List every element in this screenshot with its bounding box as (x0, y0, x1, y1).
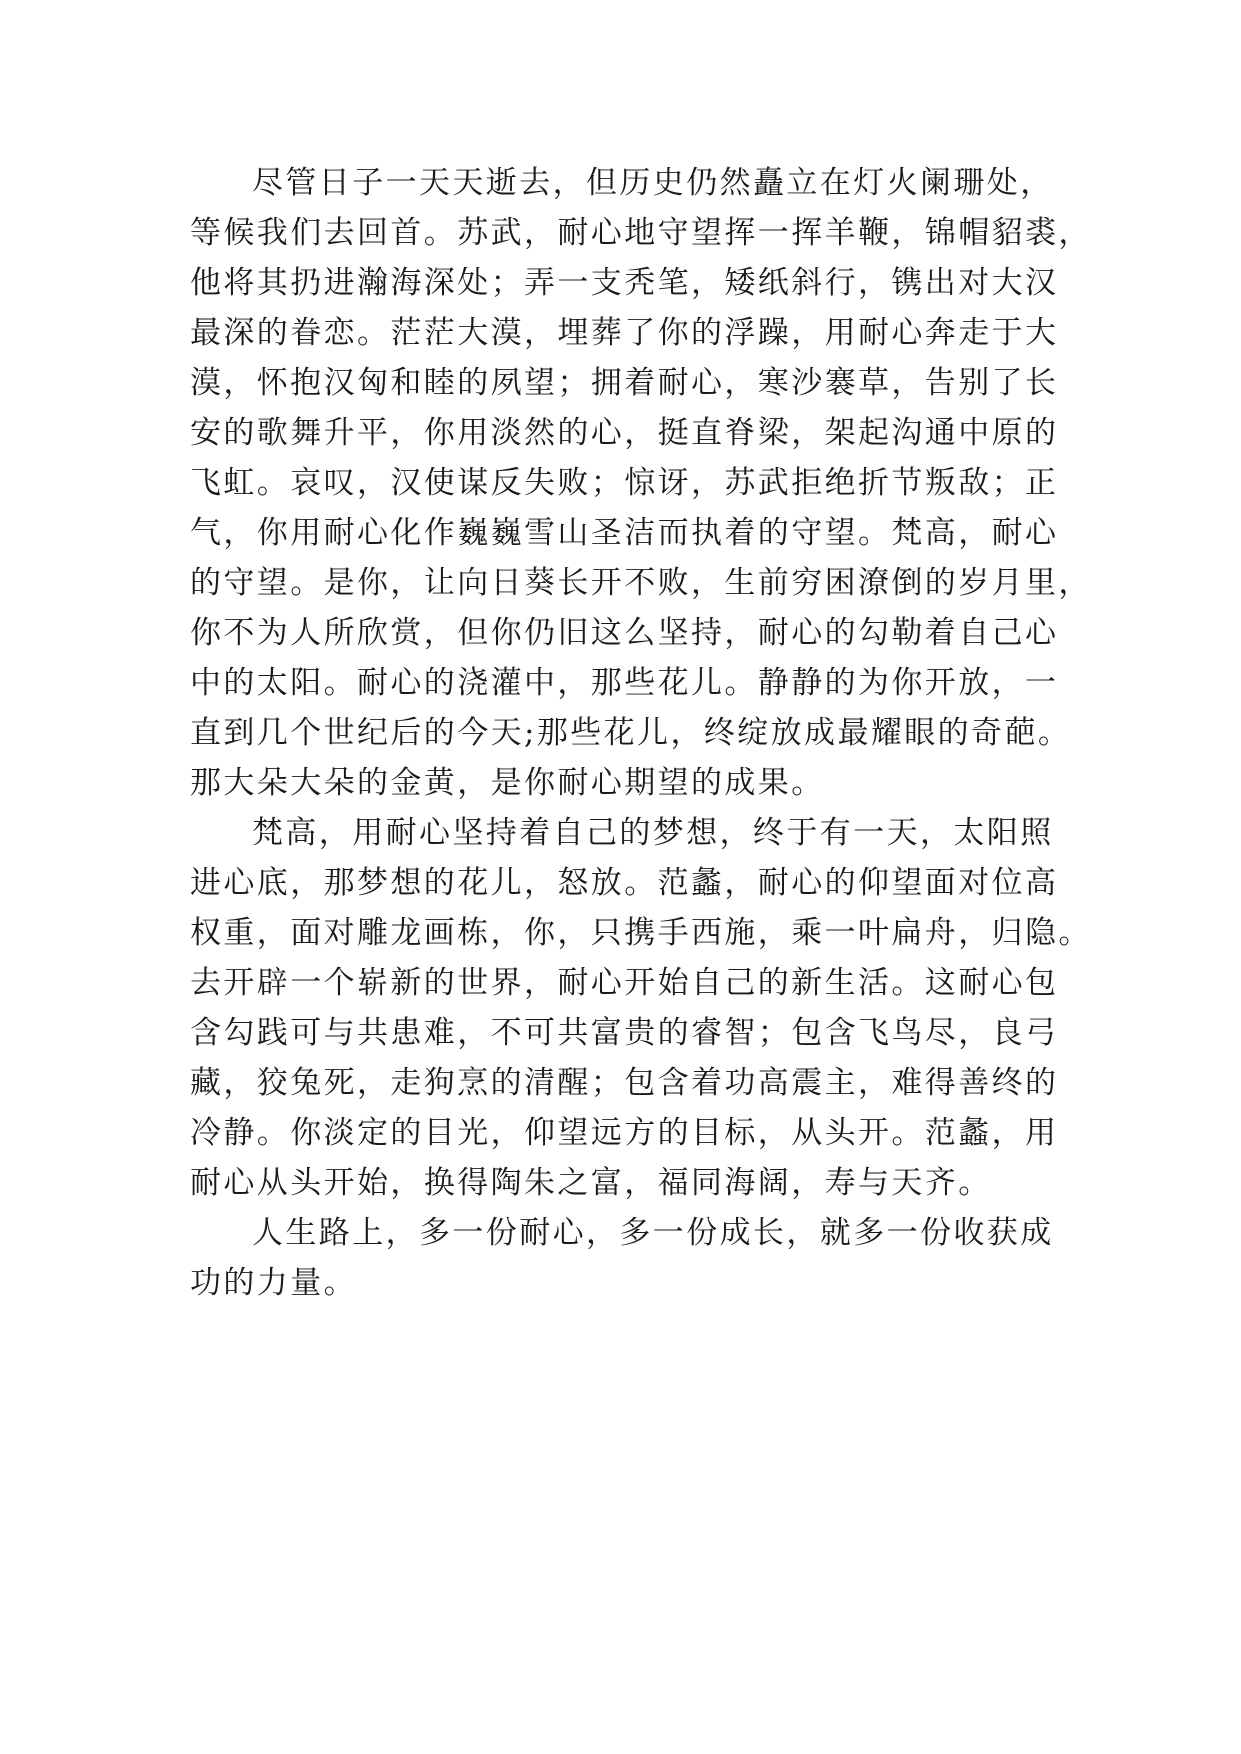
text-line: 功的力量。 (190, 1265, 357, 1301)
text-line: 飞虹。哀叹，汉使谋反失败；惊讶，苏武拒绝折节叛敌；正 (190, 465, 1059, 501)
text-line: 尽管日子一天天逝去，但历史仍然矗立在灯火阑珊处， (252, 165, 1054, 201)
text-line: 去开辟一个崭新的世界，耐心开始自己的新生活。这耐心包 (190, 965, 1059, 1001)
text-line: 中的太阳。耐心的浇灌中，那些花儿。静静的为你开放，一 (190, 665, 1059, 701)
text-line: 人生路上，多一份耐心，多一份成长，就多一份收获成 (252, 1215, 1054, 1251)
text-line: 冷静。你淡定的目光，仰望远方的目标，从头开。范蠡，用 (190, 1115, 1059, 1151)
text-line: 的守望。是你，让向日葵长开不败，生前穷困潦倒的岁月里， (190, 565, 1092, 601)
text-line: 安的歌舞升平，你用淡然的心，挺直脊梁，架起沟通中原的 (190, 415, 1059, 451)
text-line: 气，你用耐心化作巍巍雪山圣洁而执着的守望。梵高，耐心 (190, 515, 1059, 551)
paragraph-1 (190, 158, 1092, 808)
text-line: 那大朵大朵的金黄，是你耐心期望的成果。 (190, 765, 825, 801)
text-line: 等候我们去回首。苏武，耐心地守望挥一挥羊鞭，锦帽貂裘， (190, 215, 1092, 251)
text-line: 耐心从头开始，换得陶朱之富，福同海阔，寿与天齐。 (190, 1165, 992, 1201)
text-line: 权重，面对雕龙画栋，你，只携手西施，乘一叶扁舟，归隐。 (190, 915, 1092, 951)
text-line: 你不为人所欣赏，但你仍旧这么坚持，耐心的勾勒着自己心 (190, 615, 1059, 651)
text-line: 含勾践可与共患难，不可共富贵的睿智；包含飞鸟尽，良弓 (190, 1015, 1059, 1051)
text-line: 最深的眷恋。茫茫大漠，埋葬了你的浮躁，用耐心奔走于大 (190, 315, 1059, 351)
text-line: 他将其扔进瀚海深处；弄一支秃笔，矮纸斜行，镌出对大汉 (190, 265, 1059, 301)
paragraph-3 (190, 1208, 1070, 1308)
paragraph-2 (190, 808, 1092, 1208)
text-line: 漠，怀抱汉匈和睦的夙望；拥着耐心，寒沙褰草，告别了长 (190, 365, 1059, 401)
text-line: 进心底，那梦想的花儿，怒放。范蠡，耐心的仰望面对位高 (190, 865, 1059, 901)
document-body (190, 158, 1092, 1308)
text-line: 梵高，用耐心坚持着自己的梦想，终于有一天，太阳照 (252, 815, 1054, 851)
text-line: 藏，狡兔死，走狗烹的清醒；包含着功高震主，难得善终的 (190, 1065, 1059, 1101)
text-line: 直到几个世纪后的今天;那些花儿，终绽放成最耀眼的奇葩。 (190, 715, 1072, 751)
